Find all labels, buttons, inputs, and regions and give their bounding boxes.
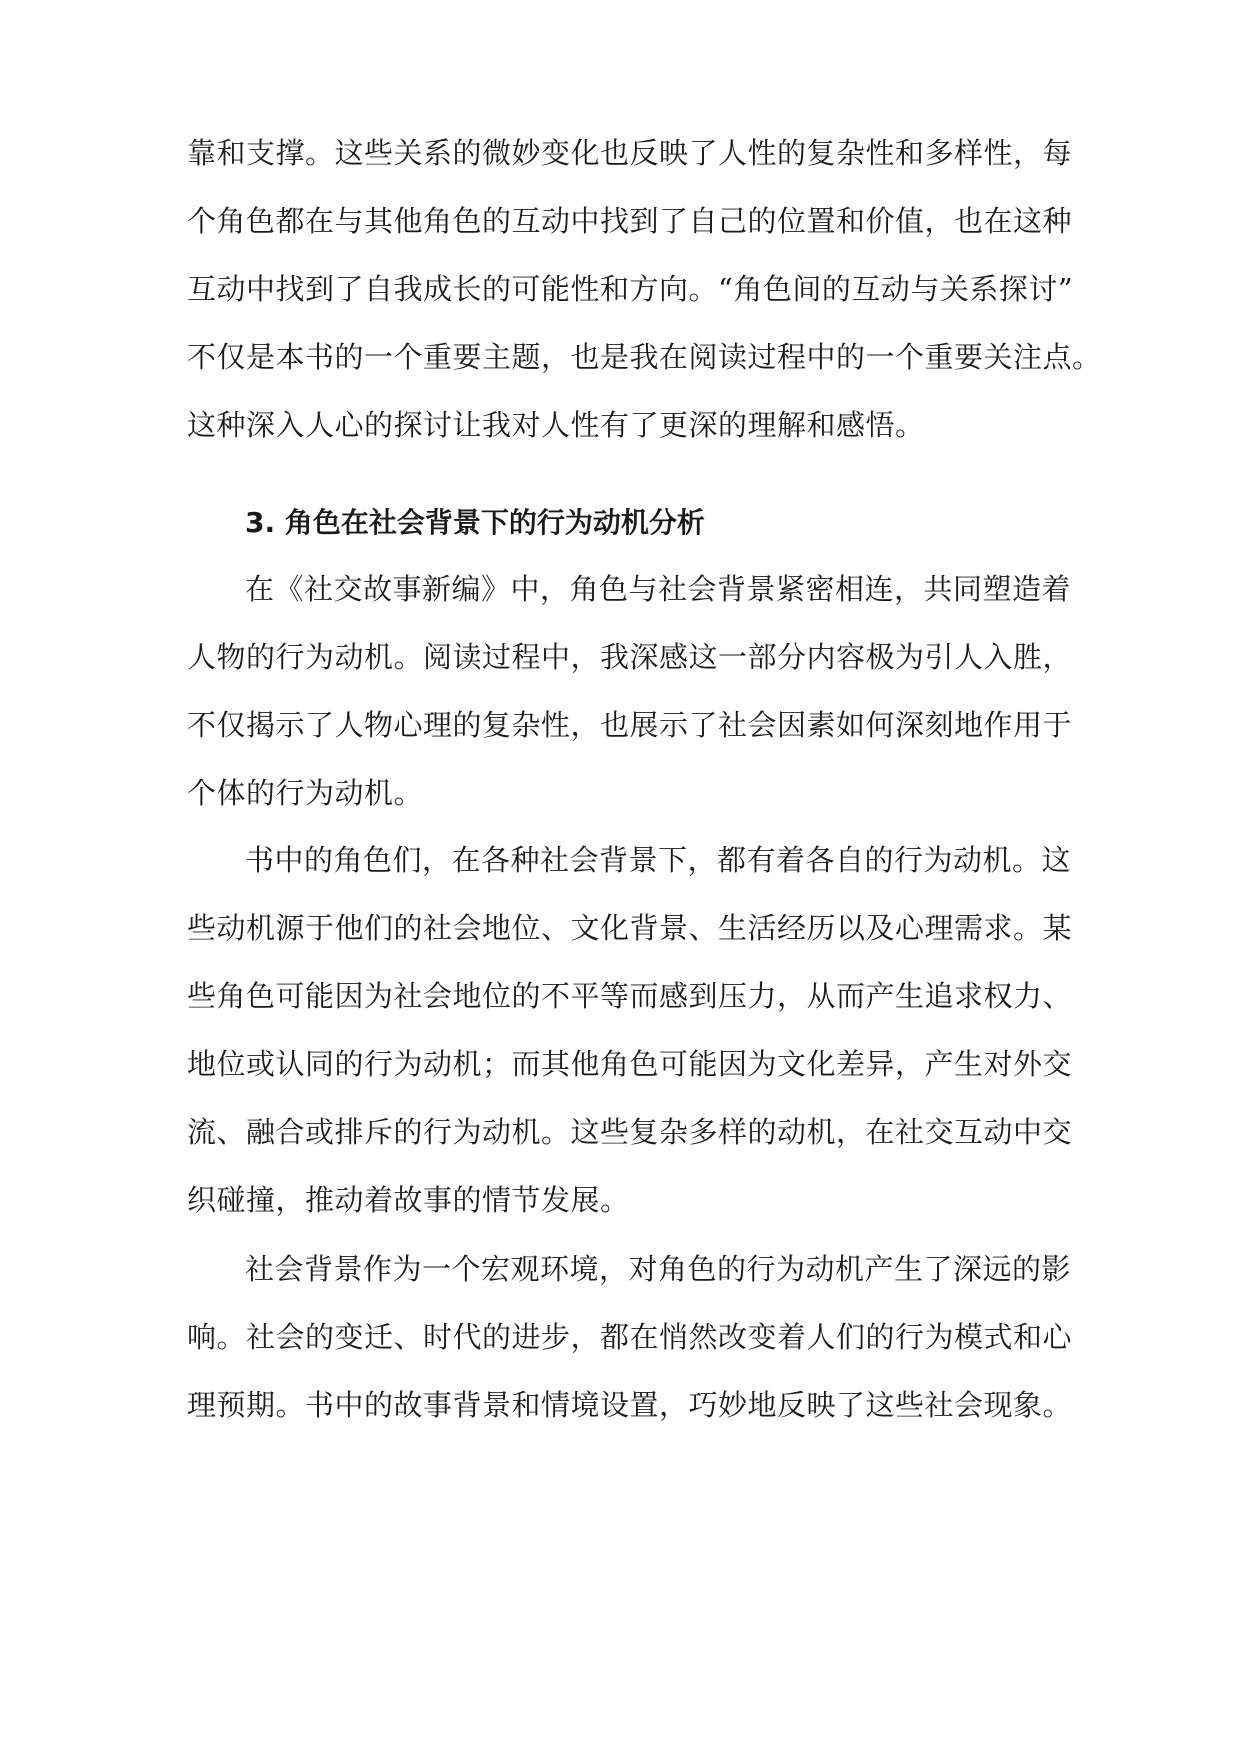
paragraph-line: 社会背景作为一个宏观环境，对角色的行为动机产生了深远的影 [245, 1252, 1072, 1286]
paragraph-line: 不仅是本书的一个重要主题，也是我在阅读过程中的一个重要关注点。 [187, 340, 1102, 374]
paragraph-line: 在《社交故事新编》中，角色与社会背景紧密相连，共同塑造着 [245, 572, 1072, 606]
paragraph-line: 人物的行为动机。阅读过程中，我深感这一部分内容极为引人入胜， [187, 640, 1073, 674]
paragraph-line: 流、融合或排斥的行为动机。这些复杂多样的动机，在社交互动中交 [187, 1115, 1073, 1149]
paragraph-line: 织碰撞，推动着故事的情节发展。 [187, 1183, 630, 1217]
paragraph-line: 地位或认同的行为动机；而其他角色可能因为文化差异，产生对外交 [187, 1047, 1073, 1081]
paragraph-line: 理预期。书中的故事背景和情境设置，巧妙地反映了这些社会现象。 [187, 1388, 1073, 1422]
section-heading: 3. 角色在社会背景下的行为动机分析 [245, 506, 705, 539]
paragraph-line: 书中的角色们，在各种社会背景下，都有着各自的行为动机。这 [245, 843, 1072, 877]
paragraph-line: 不仅揭示了人物心理的复杂性，也展示了社会因素如何深刻地作用于 [187, 708, 1073, 742]
paragraph-line: 靠和支撑。这些关系的微妙变化也反映了人性的复杂性和多样性，每 [187, 136, 1073, 170]
paragraph-line: 响。社会的变迁、时代的进步，都在悄然改变着人们的行为模式和心 [187, 1320, 1073, 1354]
paragraph-line: 互动中找到了自我成长的可能性和方向。“角色间的互动与关系探讨” [187, 272, 1074, 306]
paragraph-line: 些角色可能因为社会地位的不平等而感到压力，从而产生追求权力、 [187, 979, 1073, 1013]
paragraph-line: 个体的行为动机。 [187, 776, 424, 810]
paragraph-line: 些动机源于他们的社会地位、文化背景、生活经历以及心理需求。某 [187, 911, 1073, 945]
paragraph-line: 个角色都在与其他角色的互动中找到了自己的位置和价值，也在这种 [187, 204, 1073, 238]
paragraph-line: 这种深入人心的探讨让我对人性有了更深的理解和感悟。 [187, 408, 925, 442]
